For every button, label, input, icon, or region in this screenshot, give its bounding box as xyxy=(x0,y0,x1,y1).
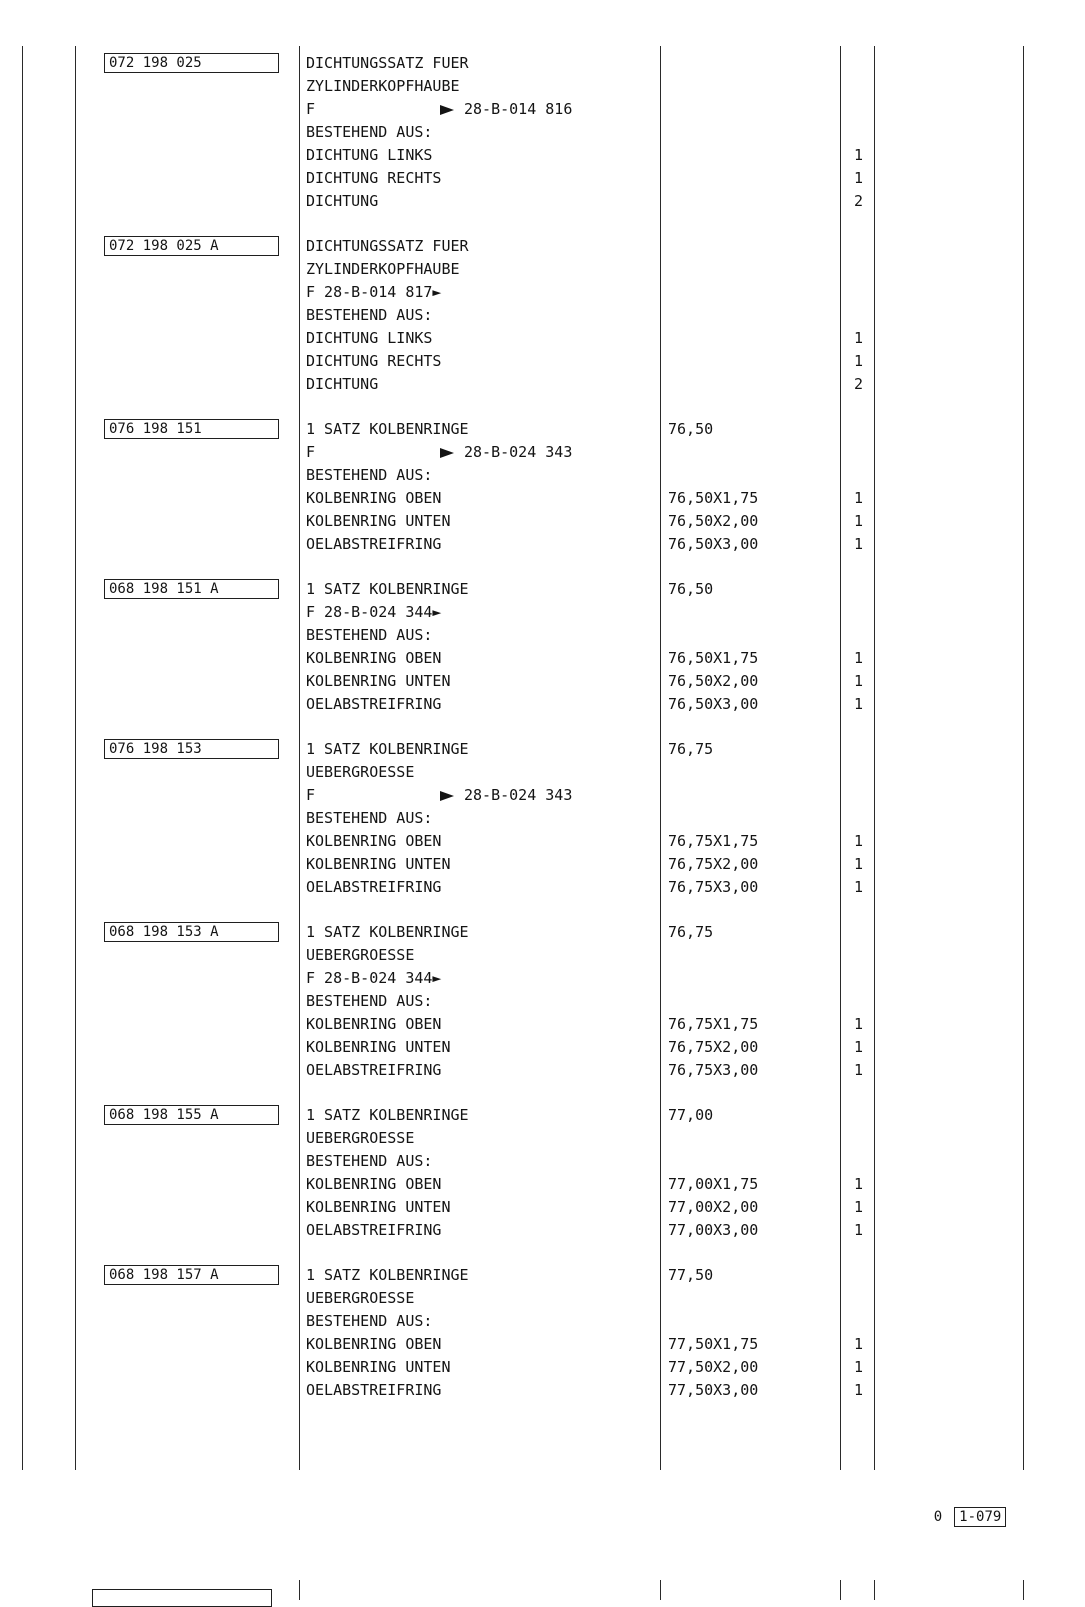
next-page-rule xyxy=(660,1580,661,1600)
part-lines xyxy=(0,578,1085,716)
description: BESTEHEND AUS: xyxy=(306,306,433,324)
part-line xyxy=(0,258,1085,281)
part-line xyxy=(0,1127,1085,1150)
description: DICHTUNG RECHTS xyxy=(306,169,442,187)
part-line xyxy=(0,510,1085,533)
quantity: 1 xyxy=(854,1175,864,1193)
description: OELABSTREIFRING xyxy=(306,1221,442,1239)
description: KOLBENRING OBEN xyxy=(306,1175,442,1193)
description: DICHTUNG xyxy=(306,375,379,393)
page-footer xyxy=(900,1487,1006,1547)
description: F xyxy=(306,100,316,118)
part-line xyxy=(0,830,1085,853)
part-lines xyxy=(0,52,1085,213)
dimension: 77,00 xyxy=(668,1106,714,1124)
part-entry xyxy=(0,225,1085,408)
dimension: 76,50 xyxy=(668,580,714,598)
dimension: 77,50X2,00 xyxy=(668,1358,759,1376)
chassis-serial: 28-B-024 343 xyxy=(464,786,573,804)
description: UEBERGROESSE xyxy=(306,1289,415,1307)
next-page-edge xyxy=(0,1580,1085,1600)
part-line xyxy=(0,1287,1085,1310)
part-number: 072 198 025 A xyxy=(104,236,279,256)
quantity: 1 xyxy=(854,878,864,896)
dimension: 76,50X3,00 xyxy=(668,695,759,713)
quantity: 1 xyxy=(854,832,864,850)
part-line xyxy=(0,464,1085,487)
description: DICHTUNG RECHTS xyxy=(306,352,442,370)
quantity: 1 xyxy=(854,1335,864,1353)
description: KOLBENRING UNTEN xyxy=(306,855,451,873)
part-line xyxy=(0,601,1085,624)
part-number: 068 198 151 A xyxy=(104,579,279,599)
description: KOLBENRING UNTEN xyxy=(306,1038,451,1056)
dimension: 77,50X3,00 xyxy=(668,1381,759,1399)
description: KOLBENRING OBEN xyxy=(306,832,442,850)
part-line xyxy=(0,1059,1085,1082)
part-line xyxy=(0,1379,1085,1402)
quantity: 1 xyxy=(854,649,864,667)
description: ZYLINDERKOPFHAUBE xyxy=(306,77,460,95)
part-line xyxy=(0,1104,1085,1127)
description: F xyxy=(306,786,316,804)
description: KOLBENRING UNTEN xyxy=(306,1198,451,1216)
quantity: 1 xyxy=(854,1221,864,1239)
quantity: 1 xyxy=(854,169,864,187)
chassis-serial: 28-B-024 343 xyxy=(464,443,573,461)
part-number: 076 198 153 xyxy=(104,739,279,759)
quantity: 1 xyxy=(854,352,864,370)
part-lines xyxy=(0,921,1085,1082)
quantity: 1 xyxy=(854,535,864,553)
quantity: 1 xyxy=(854,1015,864,1033)
quantity: 1 xyxy=(854,1198,864,1216)
part-line xyxy=(0,1264,1085,1287)
part-line xyxy=(0,235,1085,258)
quantity: 1 xyxy=(854,512,864,530)
dimension: 76,50 xyxy=(668,420,714,438)
part-line xyxy=(0,647,1085,670)
part-line xyxy=(0,190,1085,213)
footer-prefix: 0 xyxy=(933,1509,943,1525)
next-page-rule xyxy=(840,1580,841,1600)
description: BESTEHEND AUS: xyxy=(306,123,433,141)
next-part-number-box xyxy=(92,1589,272,1607)
arrow-right-icon xyxy=(440,448,454,458)
part-line xyxy=(0,738,1085,761)
part-line xyxy=(0,693,1085,716)
quantity: 1 xyxy=(854,329,864,347)
part-lines xyxy=(0,418,1085,556)
part-entry xyxy=(0,1254,1085,1414)
part-line xyxy=(0,921,1085,944)
part-number: 068 198 157 A xyxy=(104,1265,279,1285)
part-lines xyxy=(0,738,1085,899)
part-line xyxy=(0,98,1085,121)
description: OELABSTREIFRING xyxy=(306,695,442,713)
part-line xyxy=(0,944,1085,967)
description: BESTEHEND AUS: xyxy=(306,1312,433,1330)
part-line xyxy=(0,1013,1085,1036)
part-line xyxy=(0,350,1085,373)
description: DICHTUNGSSATZ FUER xyxy=(306,54,469,72)
part-lines xyxy=(0,235,1085,396)
description: BESTEHEND AUS: xyxy=(306,626,433,644)
quantity: 1 xyxy=(854,695,864,713)
part-line xyxy=(0,75,1085,98)
serial-range xyxy=(440,98,572,121)
part-entry xyxy=(0,568,1085,728)
description: 1 SATZ KOLBENRINGE xyxy=(306,1106,469,1124)
quantity: 2 xyxy=(854,375,864,393)
description: 1 SATZ KOLBENRINGE xyxy=(306,923,469,941)
description: KOLBENRING OBEN xyxy=(306,489,442,507)
part-number: 072 198 025 xyxy=(104,53,279,73)
quantity: 1 xyxy=(854,1061,864,1079)
dimension: 76,75 xyxy=(668,740,714,758)
part-line xyxy=(0,807,1085,830)
dimension: 77,50 xyxy=(668,1266,714,1284)
description: OELABSTREIFRING xyxy=(306,1381,442,1399)
serial-range xyxy=(440,441,572,464)
page-reference-box: 1-079 xyxy=(954,1507,1006,1527)
part-line xyxy=(0,853,1085,876)
part-line xyxy=(0,487,1085,510)
part-number: 068 198 155 A xyxy=(104,1105,279,1125)
dimension: 76,75X3,00 xyxy=(668,1061,759,1079)
quantity: 1 xyxy=(854,489,864,507)
part-line xyxy=(0,1173,1085,1196)
part-line xyxy=(0,304,1085,327)
dimension: 76,75X1,75 xyxy=(668,1015,759,1033)
description: OELABSTREIFRING xyxy=(306,535,442,553)
arrow-right-icon xyxy=(440,791,454,801)
description: OELABSTREIFRING xyxy=(306,1061,442,1079)
part-line xyxy=(0,52,1085,75)
part-line xyxy=(0,327,1085,350)
part-line xyxy=(0,281,1085,304)
description: KOLBENRING OBEN xyxy=(306,649,442,667)
description: KOLBENRING UNTEN xyxy=(306,1358,451,1376)
arrow-right-icon xyxy=(440,105,454,115)
part-number: 068 198 153 A xyxy=(104,922,279,942)
description: UEBERGROESSE xyxy=(306,946,415,964)
part-line xyxy=(0,144,1085,167)
part-line xyxy=(0,761,1085,784)
description: UEBERGROESSE xyxy=(306,1129,415,1147)
description: KOLBENRING UNTEN xyxy=(306,672,451,690)
description: ZYLINDERKOPFHAUBE xyxy=(306,260,460,278)
next-page-rule xyxy=(874,1580,875,1600)
part-line xyxy=(0,418,1085,441)
description: DICHTUNG LINKS xyxy=(306,146,433,164)
part-line xyxy=(0,1333,1085,1356)
part-line xyxy=(0,441,1085,464)
dimension: 77,00X3,00 xyxy=(668,1221,759,1239)
part-line xyxy=(0,533,1085,556)
dimension: 77,50X1,75 xyxy=(668,1335,759,1353)
part-line xyxy=(0,1219,1085,1242)
description: BESTEHEND AUS: xyxy=(306,1152,433,1170)
part-entry xyxy=(0,42,1085,225)
next-page-rule xyxy=(1023,1580,1024,1600)
description: F xyxy=(306,443,316,461)
part-line xyxy=(0,167,1085,190)
part-line xyxy=(0,1310,1085,1333)
dimension: 76,50X1,75 xyxy=(668,489,759,507)
description: KOLBENRING OBEN xyxy=(306,1335,442,1353)
dimension: 76,50X1,75 xyxy=(668,649,759,667)
part-lines xyxy=(0,1104,1085,1242)
quantity: 2 xyxy=(854,192,864,210)
quantity: 1 xyxy=(854,1038,864,1056)
part-line xyxy=(0,373,1085,396)
part-line xyxy=(0,624,1085,647)
parts-list xyxy=(0,42,1085,1414)
description: F 28-B-014 817► xyxy=(306,283,442,301)
part-entry xyxy=(0,1094,1085,1254)
description: DICHTUNG LINKS xyxy=(306,329,433,347)
description: UEBERGROESSE xyxy=(306,763,415,781)
part-line xyxy=(0,670,1085,693)
description: BESTEHEND AUS: xyxy=(306,466,433,484)
part-line xyxy=(0,967,1085,990)
chassis-serial: 28-B-014 816 xyxy=(464,100,573,118)
part-entry xyxy=(0,408,1085,568)
dimension: 77,00X1,75 xyxy=(668,1175,759,1193)
part-line xyxy=(0,1356,1085,1379)
quantity: 1 xyxy=(854,146,864,164)
description: 1 SATZ KOLBENRINGE xyxy=(306,1266,469,1284)
dimension: 76,75X3,00 xyxy=(668,878,759,896)
part-line xyxy=(0,121,1085,144)
description: DICHTUNG xyxy=(306,192,379,210)
quantity: 1 xyxy=(854,1381,864,1399)
part-entry xyxy=(0,911,1085,1094)
part-number: 076 198 151 xyxy=(104,419,279,439)
description: F 28-B-024 344► xyxy=(306,603,442,621)
description: DICHTUNGSSATZ FUER xyxy=(306,237,469,255)
description: 1 SATZ KOLBENRINGE xyxy=(306,420,469,438)
part-entry xyxy=(0,728,1085,911)
quantity: 1 xyxy=(854,672,864,690)
dimension: 76,50X3,00 xyxy=(668,535,759,553)
dimension: 76,75X1,75 xyxy=(668,832,759,850)
description: BESTEHEND AUS: xyxy=(306,809,433,827)
part-line xyxy=(0,578,1085,601)
description: 1 SATZ KOLBENRINGE xyxy=(306,740,469,758)
description: OELABSTREIFRING xyxy=(306,878,442,896)
part-line xyxy=(0,1036,1085,1059)
dimension: 76,75X2,00 xyxy=(668,855,759,873)
dimension: 76,50X2,00 xyxy=(668,672,759,690)
dimension: 77,00X2,00 xyxy=(668,1198,759,1216)
quantity: 1 xyxy=(854,855,864,873)
part-lines xyxy=(0,1264,1085,1402)
description: BESTEHEND AUS: xyxy=(306,992,433,1010)
dimension: 76,50X2,00 xyxy=(668,512,759,530)
serial-range xyxy=(440,784,572,807)
part-line xyxy=(0,784,1085,807)
quantity: 1 xyxy=(854,1358,864,1376)
part-line xyxy=(0,1196,1085,1219)
description: KOLBENRING OBEN xyxy=(306,1015,442,1033)
part-line xyxy=(0,990,1085,1013)
description: KOLBENRING UNTEN xyxy=(306,512,451,530)
description: 1 SATZ KOLBENRINGE xyxy=(306,580,469,598)
description: F 28-B-024 344► xyxy=(306,969,442,987)
dimension: 76,75X2,00 xyxy=(668,1038,759,1056)
dimension: 76,75 xyxy=(668,923,714,941)
part-line xyxy=(0,1150,1085,1173)
next-page-rule xyxy=(299,1580,300,1600)
part-line xyxy=(0,876,1085,899)
